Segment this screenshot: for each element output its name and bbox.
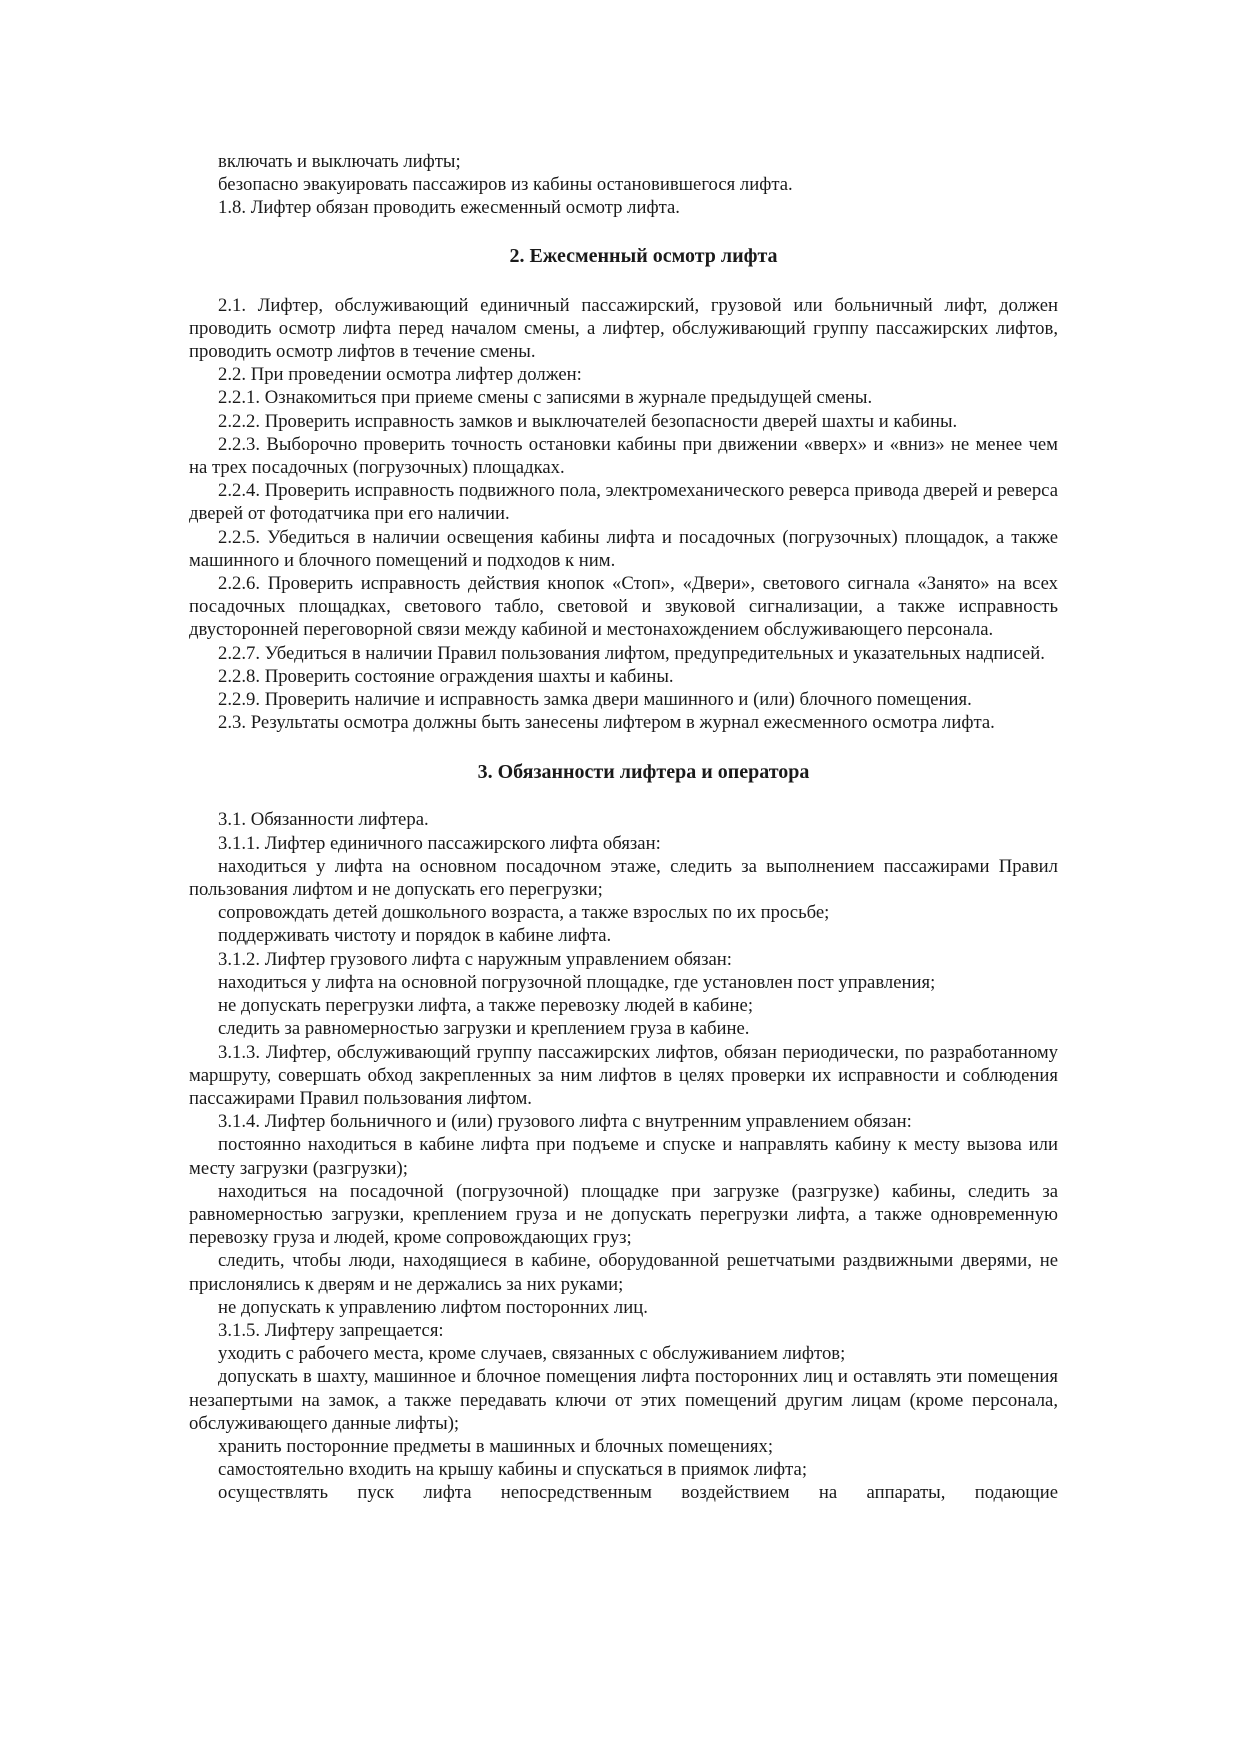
paragraph: 2.2.3. Выборочно проверить точность остановки кабины при движении «вверх» и «вниз» не менее чем на трех посадочных (погрузочных) площадках. <box>189 433 1058 479</box>
paragraph: 2.2.7. Убедиться в наличии Правил пользования лифтом, предупредительных и указательных надписей. <box>218 642 1045 664</box>
paragraph: самостоятельно входить на крышу кабины и спускаться в приямок лифта; <box>218 1459 808 1481</box>
paragraph: 2.3. Результаты осмотра должны быть занесены лифтером в журнал ежесменного осмотра лифта. <box>218 712 995 734</box>
section-heading: 3. Обязанности лифтера и оператора <box>477 761 810 784</box>
paragraph: допускать в шахту, машинное и блочное помещения лифта посторонних лиц и оставлять эти помещения незапертыми на замок, а также передавать ключи от этих помещений другим лицам (кроме персонала, обслуживающего данные лифты); <box>189 1366 1058 1434</box>
paragraph: включать и выключать лифты; <box>218 151 461 172</box>
paragraph: сопровождать детей дошкольного возраста, а также взрослых по их просьбе; <box>218 902 830 924</box>
paragraph: не допускать перегрузки лифта, а также перевозку людей в кабине; <box>218 995 754 1017</box>
paragraph: 2.2.1. Ознакомиться при приеме смены с записями в журнале предыдущей смены. <box>218 387 873 409</box>
paragraph: 3.1.4. Лифтер больничного и (или) грузового лифта с внутренним управлением обязан: <box>218 1111 912 1133</box>
paragraph: постоянно находиться в кабине лифта при подъеме и спуске и направлять кабину к месту вызова или месту загрузки (разгрузки); <box>189 1134 1058 1179</box>
document-page <box>189 150 1058 1505</box>
paragraph: 2.2.5. Убедиться в наличии освещения кабины лифта и посадочных (погрузочных) площадок, а также машинного и блочного помещений и подходов к ним. <box>189 526 1058 571</box>
paragraph: поддерживать чистоту и порядок в кабине лифта. <box>218 925 612 947</box>
paragraph: 2.2.4. Проверить исправность подвижного пола, электромеханического реверса привода дверей и реверса дверей от фотодатчика при его наличии. <box>189 480 1058 525</box>
paragraph: 3.1.1. Лифтер единичного пассажирского лифта обязан: <box>218 832 661 854</box>
paragraph: следить за равномерностью загрузки и креплением груза в кабине. <box>218 1018 750 1040</box>
paragraph: 1.8. Лифтер обязан проводить ежесменный осмотр лифта. <box>218 197 680 219</box>
paragraph: 3.1. Обязанности лифтера. <box>218 809 429 831</box>
paragraph: 2.2.6. Проверить исправность действия кнопок «Стоп», «Двери», светового сигнала «Занято» на всех посадочных площадках, светового табло, световой и звуковой сигнализации, а также исправность двусторонней переговорной связи между кабиной и местонахождением обслуживающего персонала. <box>189 573 1058 641</box>
section-heading: 2. Ежесменный осмотр лифта <box>509 244 778 267</box>
paragraph: не допускать к управлению лифтом посторонних лиц. <box>218 1296 648 1318</box>
paragraph: осуществлять пуск лифта непосредственным воздействием на аппараты, подающие <box>218 1482 1058 1504</box>
paragraph: находиться у лифта на основном посадочном этаже, следить за выполнением пассажирами Правил пользования лифтом и не допускать его перегрузки; <box>189 855 1058 901</box>
paragraph: находиться на посадочной (погрузочной) площадке при загрузке (разгрузке) кабины, следить за равномерностью загрузки, креплением груза и не допускать перегрузки лифта, а также одновременную перевозку груза и людей, кроме сопровождающих груз; <box>189 1180 1058 1249</box>
paragraph: хранить посторонние предметы в машинных и блочных помещениях; <box>218 1435 774 1457</box>
paragraph: 2.2.2. Проверить исправность замков и выключателей безопасности дверей шахты и кабины. <box>218 410 958 432</box>
paragraph: 2.2.9. Проверить наличие и исправность замка двери машинного и (или) блочного помещения. <box>218 689 972 711</box>
paragraph: находиться у лифта на основной погрузочной площадке, где установлен пост управления; <box>218 971 936 993</box>
paragraph: 2.2. При проведении осмотра лифтер должен: <box>218 364 582 386</box>
paragraph: безопасно эвакуировать пассажиров из кабины остановившегося лифта. <box>218 174 793 196</box>
paragraph: уходить с рабочего места, кроме случаев, связанных с обслуживанием лифтов; <box>218 1343 846 1365</box>
paragraph: 3.1.5. Лифтеру запрещается: <box>218 1319 444 1341</box>
paragraph: 3.1.2. Лифтер грузового лифта с наружным управлением обязан: <box>218 948 732 970</box>
paragraph: следить, чтобы люди, находящиеся в кабине, оборудованной решетчатыми раздвижными дверями, не прислонялись к дверям и не держались за них руками; <box>189 1250 1058 1295</box>
paragraph: 2.2.8. Проверить состояние ограждения шахты и кабины. <box>218 665 674 687</box>
paragraph: 3.1.3. Лифтер, обслуживающий группу пассажирских лифтов, обязан периодически, по разработанному маршруту, совершать обход закрепленных за ним лифтов в целях проверки их исправности и соблюдения пассажирами Правил пользования лифтом. <box>189 1041 1058 1109</box>
paragraph: 2.1. Лифтер, обслуживающий единичный пассажирский, грузовой или больничный лифт, должен проводить осмотр лифта перед началом смены, а лифтер, обслуживающий группу пассажирских лифтов, проводить осмотр лифтов в течение смены. <box>189 294 1058 363</box>
